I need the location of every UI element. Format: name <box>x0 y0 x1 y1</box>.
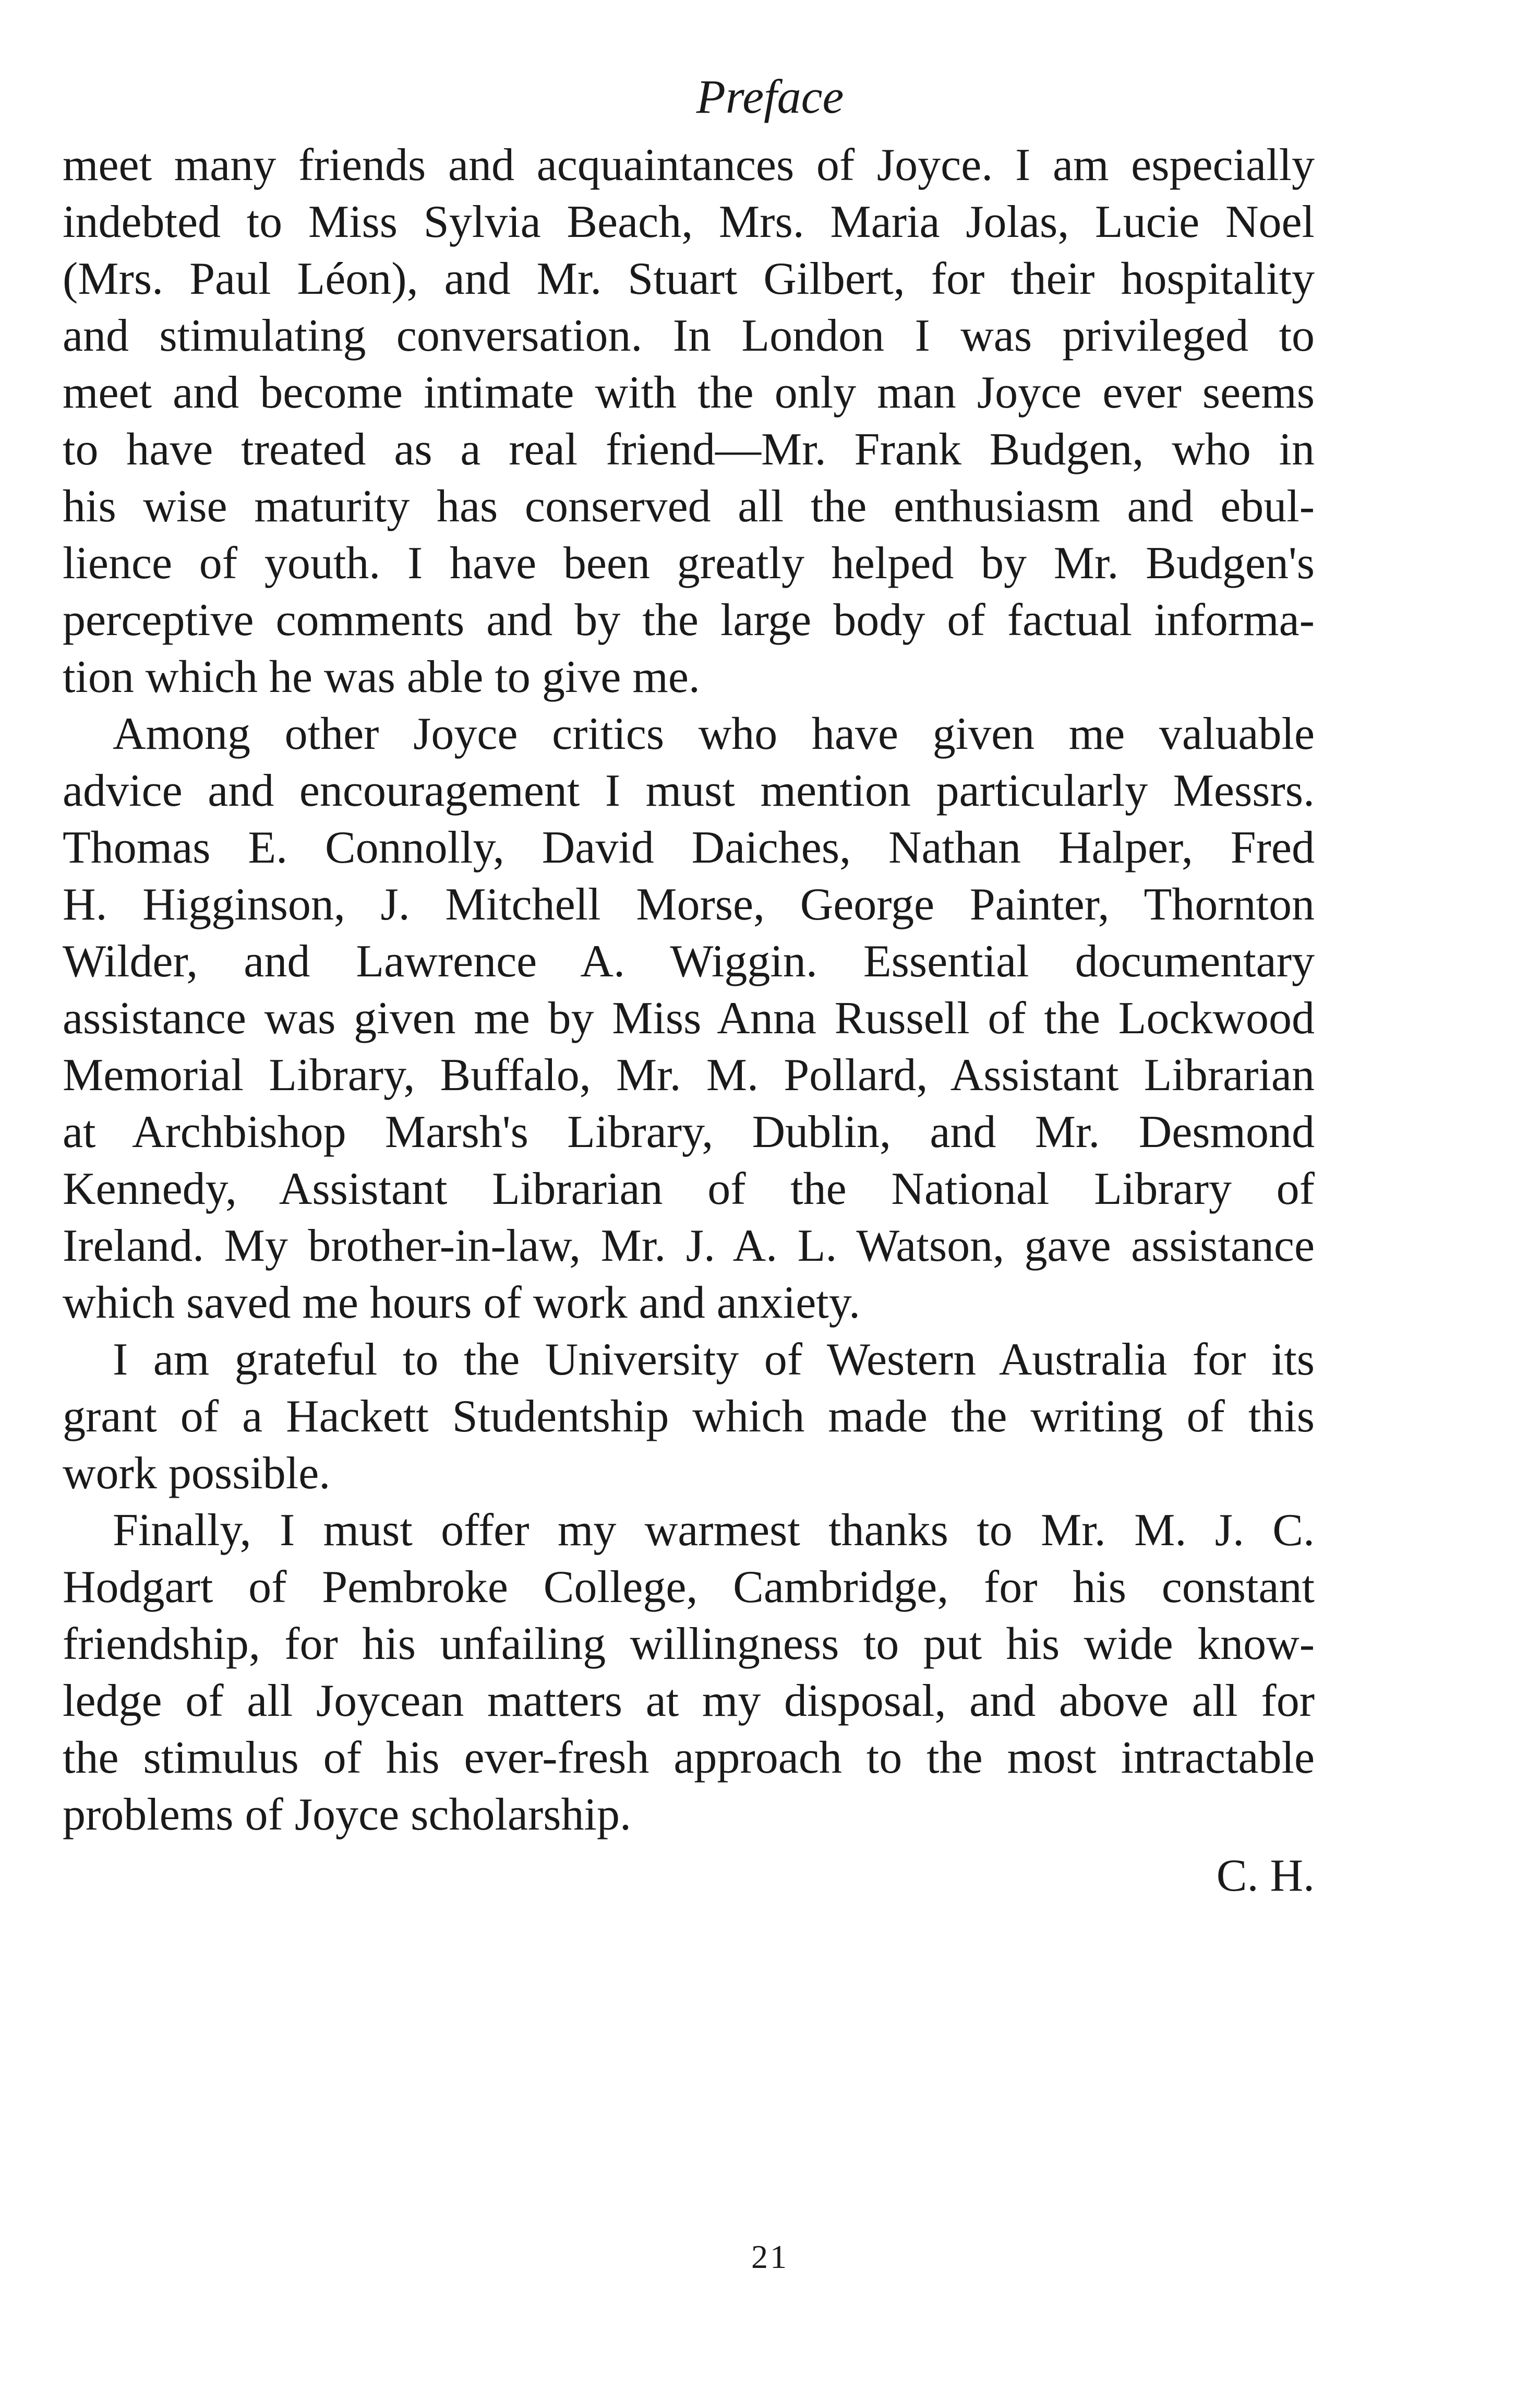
text-line: perceptive comments and by the large body of factual informa- <box>63 595 1315 646</box>
text-line: indebted to Miss Sylvia Beach, Mrs. Maria Jolas, Lucie Noel <box>63 197 1315 247</box>
text-line: which saved me hours of work and anxiety. <box>63 1277 860 1328</box>
text-line: Hodgart of Pembroke College, Cambridge, for his constant <box>63 1562 1315 1612</box>
text-line: Among other Joyce critics who have given me valuable <box>113 709 1315 759</box>
text-line: friendship, for his unfailing willingness to put his wide know- <box>63 1619 1315 1669</box>
text-line: the stimulus of his ever-fresh approach to the most intractable <box>63 1733 1315 1783</box>
text-line: ledge of all Joycean matters at my disposal, and above all for <box>63 1676 1315 1726</box>
running-header: Preface <box>696 70 844 123</box>
text-line: H. Higginson, J. Mitchell Morse, George Painter, Thornton <box>63 879 1315 930</box>
text-line: Kennedy, Assistant Librarian of the National Library of <box>63 1164 1315 1214</box>
text-line: work possible. <box>63 1448 331 1499</box>
text-line: Thomas E. Connolly, David Daiches, Nathan Halper, Fred <box>63 822 1315 873</box>
text-line: Memorial Library, Buffalo, Mr. M. Pollard, Assistant Librarian <box>63 1050 1315 1101</box>
text-line: his wise maturity has conserved all the enthusiasm and ebul- <box>63 481 1315 532</box>
text-line: grant of a Hackett Studentship which made the writing of this <box>63 1391 1315 1442</box>
paragraph-3 <box>63 1331 1315 1502</box>
text-line: I am grateful to the University of Western Australia for its <box>113 1334 1315 1385</box>
text-line: tion which he was able to give me. <box>63 652 700 702</box>
paragraph-4 <box>63 1502 1315 1843</box>
text-line: advice and encouragement I must mention particularly Messrs. <box>63 766 1315 816</box>
text-line: assistance was given me by Miss Anna Russell of the Lockwood <box>63 993 1315 1044</box>
author-initials: C. H. <box>1216 1850 1315 1901</box>
body-text <box>63 137 1315 1843</box>
text-line: (Mrs. Paul Léon), and Mr. Stuart Gilbert, for their hospitality <box>63 254 1315 304</box>
text-line: Wilder, and Lawrence A. Wiggin. Essential documentary <box>63 936 1315 987</box>
text-line: lience of youth. I have been greatly helped by Mr. Budgen's <box>63 538 1315 589</box>
paragraph-2 <box>63 706 1315 1331</box>
text-line: problems of Joyce scholarship. <box>63 1789 631 1840</box>
text-line: Finally, I must offer my warmest thanks to Mr. M. J. C. <box>113 1505 1315 1556</box>
text-line: meet and become intimate with the only man Joyce ever seems <box>63 367 1315 418</box>
text-line: at Archbishop Marsh's Library, Dublin, and Mr. Desmond <box>63 1107 1315 1157</box>
text-line: and stimulating conversation. In London I was privileged to <box>63 310 1315 361</box>
text-line: Ireland. My brother-in-law, Mr. J. A. L. Watson, gave assistance <box>63 1221 1315 1271</box>
paragraph-1 <box>63 137 1315 706</box>
text-line: meet many friends and acquaintances of Joyce. I am especially <box>63 140 1315 190</box>
text-line: to have treated as a real friend—Mr. Frank Budgen, who in <box>63 424 1315 475</box>
page-number: 21 <box>751 2238 789 2275</box>
